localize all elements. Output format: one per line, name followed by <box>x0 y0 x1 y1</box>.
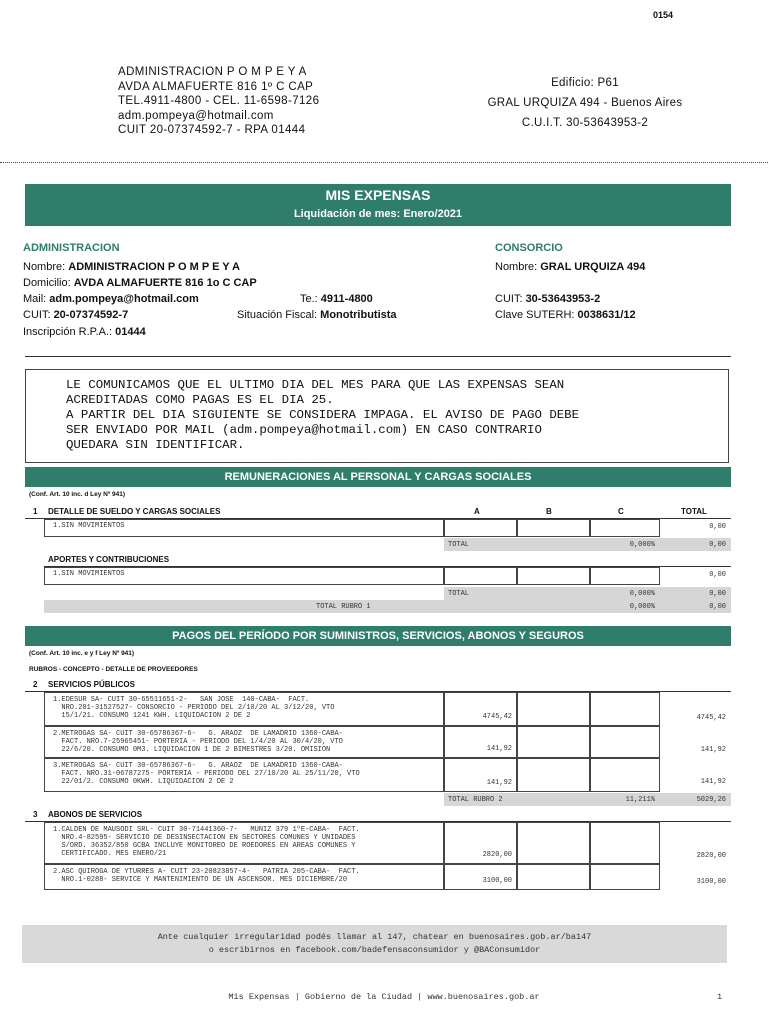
row-description: 2.METROGAS SA- CUIT 30-65786367-6- G. ARAOZ DE LAMADRID 1360-CABA- FACT. NRO.7-25965451- PORTERIA - PERIODO DEL 1/4/20 AL 30/4/20, VTO 22/6/20. CONSUMO 0M3. LIQUIDACION 1 DE 2 BIMESTRES 3/20. OMISION <box>53 730 343 754</box>
admin-situacion-row <box>237 309 397 321</box>
col-a-header: A <box>474 507 480 516</box>
col-b-cell <box>517 519 590 537</box>
col-total-header: TOTAL <box>681 507 707 516</box>
col-b-cell <box>517 692 590 726</box>
admin-nombre-value: ADMINISTRACION P O M P E Y A <box>68 261 241 273</box>
col-a-cell <box>444 519 517 537</box>
rubro-total-label: TOTAL RUBRO 2 <box>448 796 503 804</box>
title-banner <box>25 184 731 226</box>
rubro3-number: 3 <box>33 810 38 819</box>
row-total: 141,92 <box>700 778 726 786</box>
col-c-cell <box>590 758 660 792</box>
table-row <box>44 864 444 890</box>
col-c-cell <box>590 864 660 890</box>
col-b-cell <box>517 726 590 758</box>
rubro2-law: (Conf. Art. 10 inc. e y f Ley Nº 941) <box>29 650 135 657</box>
col-b-cell <box>517 567 590 585</box>
footer-page-number: 1 <box>717 992 723 1002</box>
consorcio-nombre-label: Nombre: <box>495 261 538 273</box>
rubro-total-value: 5029,26 <box>696 796 726 804</box>
consorcio-heading: CONSORCIO <box>495 242 563 254</box>
cut-line-divider <box>0 162 768 163</box>
rubro1-law: (Conf. Art. 10 inc. d Ley Nº 941) <box>29 491 126 498</box>
col-b-cell <box>517 758 590 792</box>
admin-rpa-label: Inscripción R.P.A.: <box>23 326 113 338</box>
consorcio-nombre-row <box>495 261 645 273</box>
col-a-cell <box>444 822 517 864</box>
footer-site: Mis Expensas | Gobierno de la Ciudad | www.buenosaires.gob.ar <box>228 992 540 1002</box>
rubro1-title: DETALLE DE SUELDO Y CARGAS SOCIALES <box>48 507 221 516</box>
total-value: 0,00 <box>709 541 726 549</box>
consorcio-cuit-row <box>495 293 600 305</box>
consorcio-suterh-value: 0038631/12 <box>577 309 636 321</box>
admin-nombre-row <box>23 261 240 273</box>
consumer-notice-box <box>22 925 727 963</box>
admin-situacion-label: Situación Fiscal: <box>237 309 318 321</box>
total-pct: 0,000% <box>629 541 655 549</box>
admin-tel-row <box>300 293 373 305</box>
row-total: 0,00 <box>709 571 726 579</box>
table-row <box>44 567 444 585</box>
col-c-cell <box>590 692 660 726</box>
row-description: 1.CALDEN DE MAUSODI SRL- CUIT 30-71441360-7- MUNIZ 379 1ºE-CABA- FACT. NRO.4-82595- SERVICIO DE DESINSECTACION EN SECTORES COMUNES Y UNIDADES S/ORD. 36352/850 GCBA INCLUYE MONITOREO DE ROEDORES EN AREAS COMUNES Y CERTIFICADO. MES ENERO/21 <box>53 826 360 858</box>
rubro-total-label: TOTAL RUBRO 1 <box>316 603 371 611</box>
row-total: 4745,42 <box>696 714 726 722</box>
admin-header-block <box>118 65 319 138</box>
building-header-block <box>470 73 700 133</box>
table-row <box>44 692 444 726</box>
admin-tel-value: 4911-4800 <box>320 293 373 305</box>
col-c-cell <box>590 726 660 758</box>
consorcio-cuit-value: 30-53643953-2 <box>525 293 601 305</box>
admin-rpa-value: 01444 <box>115 326 146 338</box>
rubro-total-value: 0,00 <box>709 603 726 611</box>
admin-header-line: TEL.4911-4800 - CEL. 11-6598-7126 <box>118 95 320 107</box>
col-c-cell <box>590 519 660 537</box>
admin-domicilio-label: Domicilio: <box>23 277 71 289</box>
total-value: 0,00 <box>709 590 726 598</box>
aportes-title: APORTES Y CONTRIBUCIONES <box>48 555 170 564</box>
total-label: TOTAL <box>448 541 470 549</box>
rubro-total-pct: 0,000% <box>629 603 655 611</box>
building-header-line: C.U.I.T. 30-53643953-2 <box>521 117 649 129</box>
col-a-value: 4745,42 <box>482 713 512 721</box>
row-total: 3100,00 <box>696 878 726 886</box>
page-number: 0154 <box>653 10 674 20</box>
admin-cuit-value: 20-07374592-7 <box>53 309 129 321</box>
total-label: TOTAL <box>448 590 470 598</box>
admin-rpa-row <box>23 326 146 338</box>
administracion-heading: ADMINISTRACION <box>23 242 120 254</box>
banner-title: MIS EXPENSAS <box>325 187 431 203</box>
col-a-cell <box>444 692 517 726</box>
admin-nombre-label: Nombre: <box>23 261 66 273</box>
col-c-cell <box>590 567 660 585</box>
admin-domicilio-value: AVDA ALMAFUERTE 816 1o C CAP <box>73 277 257 289</box>
consorcio-nombre-value: GRAL URQUIZA 494 <box>540 261 646 273</box>
section-divider <box>25 356 731 357</box>
building-header-line: GRAL URQUIZA 494 - Buenos Aires <box>487 97 683 109</box>
admin-mail-label: Mail: <box>23 293 47 305</box>
consumer-notice-line: Ante cualquier irregularidad podés llamar al 147, chatear en buenosaires.gob.ar/ba147 <box>157 932 592 942</box>
table-row <box>44 758 444 792</box>
rubro3-title: ABONOS DE SERVICIOS <box>48 810 143 819</box>
col-a-cell <box>444 726 517 758</box>
payment-notice: LE COMUNICAMOS QUE EL ULTIMO DIA DEL MES PARA QUE LAS EXPENSAS SEAN ACREDITADAS COMO PAGAS ES EL DIA 25. A PARTIR DEL DIA SIGUIENTE SE CONSIDERA IMPAGA. EL AVISO DE PAGO DEBE SER ENVIADO POR MAIL (adm.pompeya@hotmail.com) EN CASO CONTRARIO QUEDARA SIN IDENTIFICAR. <box>25 369 729 463</box>
admin-header-line: ADMINISTRACION P O M P E Y A <box>118 66 307 78</box>
row-total: 141,92 <box>700 746 726 754</box>
admin-mail-value: adm.pompeya@hotmail.com <box>49 293 199 305</box>
rubro-total-pct: 11,211% <box>625 796 655 804</box>
admin-domicilio-row <box>23 277 257 289</box>
admin-situacion-value: Monotributista <box>320 309 397 321</box>
consorcio-suterh-label: Clave SUTERH: <box>495 309 575 321</box>
admin-header-line: CUIT 20-07374592-7 - RPA 01444 <box>118 124 306 136</box>
admin-header-line: adm.pompeya@hotmail.com <box>118 109 274 122</box>
rubro2-title: SERVICIOS PÚBLICOS <box>48 680 135 689</box>
total-pct: 0,000% <box>629 590 655 598</box>
row-description: 2.ASC QUIROGA DE YTURRES A- CUIT 23-20823857-4- PATRIA 205-CABA- FACT. NRO.1-0288- SERVICE Y MANTENIMIENTO DE UN ASCENSOR. MES DICIEMBRE/20 <box>53 868 360 884</box>
admin-header-line: AVDA ALMAFUERTE 816 1º C CAP <box>118 80 314 93</box>
admin-mail-row <box>23 293 199 305</box>
rubro1-number: 1 <box>33 507 38 516</box>
consumer-notice-line: o escribirnos en facebook.com/badefensaconsumidor y @BAConsumidor <box>208 945 541 955</box>
rubro2-bar: PAGOS DEL PERÍODO POR SUMINISTROS, SERVICIOS, ABONOS Y SEGUROS <box>25 626 731 646</box>
col-a-value: 141,92 <box>486 745 512 753</box>
col-a-value: 2820,00 <box>482 851 512 859</box>
table-row <box>44 726 444 758</box>
col-a-cell <box>444 758 517 792</box>
row-total: 2820,00 <box>696 852 726 860</box>
rubro2-subheading: RUBROS - CONCEPTO - DETALLE DE PROVEEDORES <box>29 666 198 673</box>
col-a-cell <box>444 567 517 585</box>
col-a-value: 141,92 <box>486 779 512 787</box>
admin-tel-label: Te.: <box>300 293 318 305</box>
table-row <box>44 822 444 864</box>
row-total: 0,00 <box>709 523 726 531</box>
col-b-header: B <box>546 507 552 516</box>
rubro1-bar: REMUNERACIONES AL PERSONAL Y CARGAS SOCIALES <box>25 467 731 487</box>
row-description: 1.SIN MOVIMIENTOS <box>53 570 125 578</box>
building-header-line: Edificio: P61 <box>551 77 619 89</box>
row-description: 1.SIN MOVIMIENTOS <box>53 522 125 530</box>
col-b-cell <box>517 864 590 890</box>
consorcio-suterh-row <box>495 309 636 321</box>
banner-subtitle: Liquidación de mes: Enero/2021 <box>293 208 463 220</box>
col-c-header: C <box>618 507 624 516</box>
col-a-cell <box>444 864 517 890</box>
col-c-cell <box>590 822 660 864</box>
table-row <box>44 519 444 537</box>
admin-cuit-row <box>23 309 128 321</box>
col-b-cell <box>517 822 590 864</box>
row-description: 3.METROGAS SA- CUIT 30-65786367-6- G. ARAOZ DE LAMADRID 1360-CABA- FACT. NRO.31-06787275- PORTERIA - PERIODO DEL 27/10/20 AL 25/11/20, VTO 22/01/2. CONSUMO 0KWH. LIQUIDACION 2 DE 2 <box>53 762 360 786</box>
admin-cuit-label: CUIT: <box>23 309 51 321</box>
rubro2-number: 2 <box>33 680 38 689</box>
col-a-value: 3100,00 <box>482 877 512 885</box>
consorcio-cuit-label: CUIT: <box>495 293 523 305</box>
row-description: 1.EDESUR SA- CUIT 30-65511651-2- SAN JOSE 140-CABA- FACT. NRO.201-31527527- CONSORCIO - PERIODO DEL 2/10/20 AL 3/12/20, VTO 15/1/21. CONSUMO 1241 KWH. LIQUIDACION 2 DE 2 <box>53 696 335 720</box>
